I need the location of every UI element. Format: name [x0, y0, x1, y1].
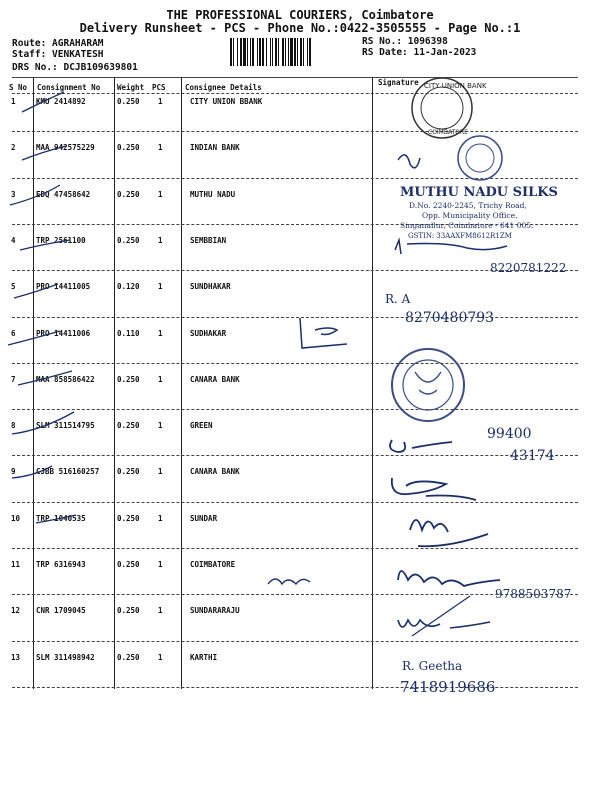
row-sno: 4 [11, 236, 16, 245]
row-consignment-no: CJBB 516160257 [36, 467, 100, 476]
signature-row4 [395, 240, 507, 254]
route-label: Route: AGRAHARAM [12, 38, 104, 49]
row-pcs: 1 [158, 97, 163, 106]
row-weight: 0.120 [117, 282, 140, 291]
row-consignee: SEMBBIAN [190, 236, 227, 245]
row-sno: 7 [11, 375, 16, 384]
row-pcs: 1 [158, 236, 163, 245]
row-consignee: COIMBATORE [190, 560, 236, 569]
row-pcs: 1 [158, 514, 163, 523]
row-consignment-no: MAA 942575229 [36, 143, 95, 152]
row-consignment-no: SLM 311514795 [36, 421, 95, 430]
row-consignment-no: PRO 14411005 [36, 282, 91, 291]
row-consignee: CANARA BANK [190, 467, 240, 476]
handwritten-phone-row8-part1: 99400 [487, 426, 532, 442]
stamp-gstin: GSTIN: 33AAXFM8612R1ZM [408, 232, 512, 240]
row-consignee: MUTHU NADU [190, 190, 236, 199]
row-consignment-no: PRO 14411006 [36, 329, 91, 338]
row-weight: 0.250 [117, 560, 140, 569]
col-header-signature: Signature [378, 78, 419, 87]
row-weight: 0.250 [117, 421, 140, 430]
row-weight: 0.250 [117, 97, 140, 106]
col-header-sno: S No [9, 83, 28, 92]
row-consignment-no: EDQ 47458642 [36, 190, 91, 199]
handwritten-name-row13: R. Geetha [402, 659, 463, 673]
signature-row9 [392, 478, 476, 500]
row-sno: 12 [11, 606, 21, 615]
row-consignment-no: SLM 311498942 [36, 653, 95, 662]
row-weight: 0.250 [117, 606, 140, 615]
row-consignment-no: MAA 858586422 [36, 375, 95, 384]
row-sno: 1 [11, 97, 16, 106]
row-consignee: CITY UNION BBANK [190, 97, 263, 106]
row-consignee: SUNDHAKAR [190, 282, 231, 291]
row-pcs: 1 [158, 329, 163, 338]
row-weight: 0.250 [117, 653, 140, 662]
row-sno: 3 [11, 190, 16, 199]
stamp-company-name: MUTHU NADU SILKS [400, 185, 558, 200]
row-pcs: 1 [158, 560, 163, 569]
rs-date: RS Date: 11-Jan-2023 [362, 47, 477, 58]
row-consignment-no: TRP 2561100 [36, 236, 86, 245]
drs-number: DRS No.: DCJB109639801 [12, 62, 138, 73]
handwritten-phone-row13: 7418919686 [400, 678, 496, 696]
col-header-consignee: Consignee Details [185, 83, 262, 92]
handwritten-phone-row4: 8220781222 [490, 261, 567, 275]
row-weight: 0.250 [117, 190, 140, 199]
stamp-address-line3: Singanallur, Coimbatore - 641 005. [400, 221, 534, 230]
row-sno: 10 [11, 514, 21, 523]
row-sno: 8 [11, 421, 16, 430]
row-pcs: 1 [158, 375, 163, 384]
col-header-consignment: Consignment No [37, 83, 101, 92]
signature-row11-consignee [268, 579, 310, 584]
row-sno: 2 [11, 143, 16, 152]
row-consignment-no: KMU 2414892 [36, 97, 86, 106]
signature-row10 [410, 520, 488, 546]
row-sno: 11 [11, 560, 21, 569]
row-consignee: INDIAN BANK [190, 143, 240, 152]
row-consignee: SUDHAKAR [190, 329, 227, 338]
row-weight: 0.250 [117, 375, 140, 384]
row-pcs: 1 [158, 190, 163, 199]
handwritten-phone-row11: 9788503787 [495, 587, 572, 601]
signature-row11 [398, 571, 500, 586]
tick-marks [8, 92, 76, 523]
row-consignment-no: CNR 1709045 [36, 606, 86, 615]
col-header-pcs: PCS [152, 83, 166, 92]
row-pcs: 1 [158, 143, 163, 152]
handwritten-phone-row8-part2: 43174 [510, 448, 555, 464]
row-pcs: 1 [158, 606, 163, 615]
row-consignee: KARTHI [190, 653, 218, 662]
row-consignment-no: TRP 6316943 [36, 560, 86, 569]
signature-row12 [398, 620, 490, 628]
row-consignee: CANARA BANK [190, 375, 240, 384]
runsheet-title: Delivery Runsheet - PCS - Phone No.:0422-3505555 - Page No.:1 [79, 21, 521, 35]
row-weight: 0.250 [117, 514, 140, 523]
row-pcs: 1 [158, 467, 163, 476]
row-sno: 5 [11, 282, 16, 291]
stamp-text-bank: CITY UNION BANK [424, 82, 487, 90]
row-weight: 0.110 [117, 329, 140, 338]
city-union-stamp [412, 78, 487, 138]
stamp-text-city: COIMBATORE [428, 129, 468, 136]
muthu-nadu-stamp [400, 185, 558, 240]
rs-number: RS No.: 1096398 [362, 36, 448, 47]
row-sno: 6 [11, 329, 16, 338]
handwritten-name-row5: R. A [385, 292, 411, 306]
row-pcs: 1 [158, 653, 163, 662]
staff-label: Staff: VENKATESH [12, 49, 104, 60]
row-consignment-no: TRP 1040535 [36, 514, 86, 523]
row-weight: 0.250 [117, 143, 140, 152]
canara-bank-stamp [392, 349, 464, 421]
row-consignee: SUNDAR [190, 514, 218, 523]
row-consignee: GREEN [190, 421, 213, 430]
company-title: THE PROFESSIONAL COURIERS, Coimbatore [166, 8, 434, 22]
row-weight: 0.250 [117, 236, 140, 245]
stamp-address-line2: Opp. Municipality Office, [422, 211, 518, 220]
indian-bank-stamp [458, 136, 502, 180]
row-consignee: SUNDARARAJU [190, 606, 240, 615]
row-sno: 9 [11, 467, 16, 476]
col-header-weight: Weight [117, 83, 145, 92]
row-pcs: 1 [158, 282, 163, 291]
row-pcs: 1 [158, 421, 163, 430]
row-sno: 13 [11, 653, 21, 662]
signature-row6 [300, 318, 347, 348]
stamp-address-line1: D.No. 2240-2245, Trichy Road, [409, 201, 527, 210]
signature-row2 [398, 155, 420, 168]
handwritten-phone-row5: 8270480793 [405, 310, 495, 326]
row-weight: 0.250 [117, 467, 140, 476]
signature-row8 [390, 440, 452, 452]
